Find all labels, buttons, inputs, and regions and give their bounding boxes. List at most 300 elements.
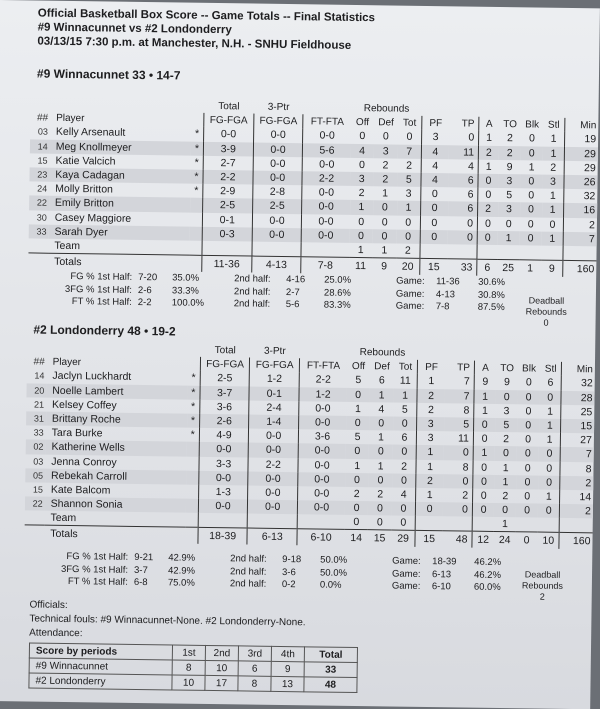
player-tp: 2-4	[249, 400, 299, 415]
player-pts	[447, 244, 477, 259]
player-min: 8	[560, 461, 593, 476]
player-stl: 1	[545, 490, 552, 503]
player-tp: 0-0	[248, 485, 298, 500]
player-tot: 0	[393, 416, 417, 431]
player-star	[190, 198, 203, 212]
player-off: 0	[345, 501, 368, 516]
player-ft: 0-0	[298, 486, 346, 501]
period-4-label: 4th	[271, 646, 304, 661]
col-def: Def	[374, 361, 390, 373]
player-tp: 2-8	[252, 185, 302, 200]
player-num: 33	[33, 427, 44, 438]
player-a: 0	[473, 474, 495, 488]
player-min: 28	[561, 390, 594, 405]
totals-pts: 33	[447, 259, 477, 276]
pct-m: 6-8	[133, 576, 148, 589]
player-tp: 0-0	[253, 170, 303, 185]
player-name: Team	[54, 239, 81, 253]
player-star: *	[194, 184, 199, 198]
deadball-value: 2	[539, 591, 545, 602]
pct-p: 100.0%	[171, 297, 205, 309]
player-ft	[301, 242, 349, 257]
player-name: Kelsey Coffey	[51, 398, 117, 412]
player-name: Shannon Sonia	[45, 497, 186, 513]
player-tp: 0-0	[252, 213, 302, 228]
player-num: 24	[37, 183, 48, 194]
periods-row	[29, 673, 357, 693]
player-min: 2	[560, 476, 593, 491]
pct-m: 7-20	[138, 271, 158, 284]
player-def: 1	[377, 459, 384, 472]
player-blk: 0	[516, 503, 538, 517]
player-to: 0	[495, 446, 517, 460]
player-off: 0	[349, 229, 372, 244]
player-off: 2	[358, 187, 365, 200]
pct-p3: 30.6%	[478, 276, 506, 289]
player-ft: 0-0	[298, 458, 346, 473]
player-min	[559, 518, 592, 533]
player-blk: 0	[528, 189, 535, 202]
player-star: *	[187, 385, 200, 399]
player-tot: 0	[393, 445, 417, 460]
player-off: 0	[346, 444, 369, 459]
player-ft: 2-2	[302, 171, 350, 186]
player-def: 1	[378, 431, 385, 444]
player-star: *	[187, 414, 200, 428]
player-min: 19	[565, 132, 599, 147]
col-to: TO	[500, 362, 515, 374]
player-num: 15	[32, 484, 43, 495]
period-1-label: 1st	[172, 645, 205, 660]
team2-title: #2 Londonderry 48 • 19-2	[33, 322, 176, 339]
player-stl: 0	[538, 475, 560, 489]
header-title: Official Basketball Box Score -- Game Totals -- Final Statistics	[37, 7, 376, 25]
player-def: 0	[372, 229, 396, 244]
player-min	[563, 246, 597, 261]
technical-fouls-line: Technical fouls: #9 Winnacunnet-None. #2 Londonderry-None.	[29, 613, 306, 629]
player-pf: 3	[417, 417, 445, 432]
player-pts	[443, 516, 473, 531]
player-pts: 0	[448, 216, 478, 231]
player-star: *	[191, 400, 196, 413]
player-star	[190, 226, 203, 240]
player-to: 9	[506, 160, 513, 174]
player-tot: 0	[392, 516, 416, 531]
player-tot: 6	[393, 431, 417, 446]
pct-m: 2-2	[137, 296, 152, 309]
player-name: Tara Burke	[51, 426, 103, 440]
col-min: Min	[562, 362, 595, 377]
player-num: 20	[26, 383, 46, 397]
player-ft: 5-6	[303, 143, 351, 158]
header-matchup: #9 Winnacunnet vs #2 Londonderry	[37, 21, 232, 37]
player-name: Katie Valcich	[55, 154, 116, 168]
player-a: 2	[478, 145, 498, 159]
player-num: 22	[29, 196, 49, 210]
totals-blk: 0	[516, 532, 538, 549]
pct-p3: 46.2%	[474, 556, 502, 569]
pct-m3: 4-13	[435, 288, 456, 300]
player-ft: 0-0	[303, 129, 351, 144]
player-blk	[519, 245, 541, 260]
player-pf: 2	[416, 474, 444, 489]
player-def: 0	[369, 445, 393, 460]
team1-box-table	[28, 96, 598, 277]
col-a: A	[482, 362, 489, 374]
player-off: 1	[350, 200, 373, 215]
totals-stl: 9	[541, 260, 563, 277]
player-fg: 0-0	[199, 442, 249, 457]
rebounds-label: Rebounds	[525, 306, 567, 317]
player-tp	[248, 514, 298, 529]
col-player: Player	[52, 356, 82, 368]
player-blk: 0	[519, 231, 541, 245]
player-pts: 0	[444, 446, 474, 461]
player-pts: 8	[444, 460, 474, 475]
col-player: Player	[56, 112, 85, 124]
player-name: Kaya Cadagan	[49, 168, 190, 184]
player-pts: 0	[448, 230, 478, 245]
pct-l2: 2nd half:	[233, 285, 271, 298]
player-fg: 2-9	[203, 184, 253, 199]
pct-l2: 2nd half:	[234, 273, 271, 285]
player-ft: 3-6	[298, 429, 346, 444]
player-stl: 1	[539, 419, 561, 433]
pct-p: 42.9%	[167, 564, 196, 577]
player-tot: 1	[397, 201, 421, 216]
player-def: 0	[369, 416, 393, 431]
player-to: 0	[505, 217, 512, 230]
player-star: *	[191, 141, 204, 155]
player-fg: 3-7	[200, 385, 250, 400]
totals-pf: 15	[420, 258, 448, 275]
pct-l3: Game:	[395, 300, 425, 312]
pct-p3: 46.2%	[473, 569, 502, 581]
player-num: 33	[29, 224, 49, 238]
player-blk: 0	[516, 475, 538, 489]
player-to: 3	[498, 202, 520, 216]
totals-tot: 20	[396, 258, 420, 275]
player-pts: 6	[448, 202, 478, 217]
player-to: 2	[499, 146, 521, 160]
periods-team: #9 Winnacunnet	[29, 658, 172, 675]
pct-p: 35.0%	[172, 272, 200, 284]
pct-m2: 2-7	[285, 286, 300, 298]
player-fg: 0-3	[202, 227, 252, 242]
player-stl: 2	[550, 161, 557, 174]
officials-line: Officials:	[29, 599, 68, 612]
player-blk: 0	[525, 433, 532, 446]
pct-label: 3FG % 1st Half:	[64, 283, 133, 296]
player-tp: 0-0	[253, 142, 303, 157]
player-stl: 0	[540, 390, 562, 404]
player-num: 14	[34, 370, 45, 382]
player-def: 3	[374, 144, 398, 159]
player-name: Casey Maggiore	[54, 211, 132, 225]
player-num: 30	[36, 212, 47, 223]
player-off: 2	[353, 487, 360, 501]
pct-m3: 7-8	[435, 301, 450, 313]
pct-label: FT % 1st Half:	[71, 296, 132, 308]
player-stl	[538, 518, 560, 533]
deadball-value: 0	[543, 317, 549, 328]
pct-m: 9-21	[134, 551, 154, 564]
player-star	[186, 442, 199, 456]
team1-title: #9 Winnacunnet 33 • 14-7	[36, 66, 181, 83]
player-pf: 2	[427, 403, 434, 416]
player-tp: 2-2	[248, 457, 298, 472]
player-def: 0	[368, 473, 392, 488]
player-num: 31	[26, 411, 46, 425]
player-tp: 0-0	[248, 471, 298, 486]
pct-label: 3FG % 1st Half:	[60, 563, 129, 576]
player-ft: 1-2	[299, 387, 347, 402]
totals-stl: 10	[538, 532, 560, 549]
pct-label: FG % 1st Half:	[70, 271, 133, 283]
player-stl: 1	[547, 405, 554, 418]
player-fg: 0-1	[202, 212, 252, 227]
player-ft: 0-0	[303, 157, 351, 172]
player-pts: 0	[443, 474, 473, 489]
team2-box-table	[24, 340, 595, 549]
player-to: 5	[495, 418, 517, 432]
player-min: 32	[561, 376, 594, 391]
player-name: Kelly Arsenault	[55, 126, 126, 140]
pct-l3: Game:	[392, 555, 421, 567]
player-ft: 0-0	[302, 214, 350, 229]
player-tp: 1-4	[249, 414, 299, 429]
pct-m: 2-6	[137, 284, 152, 296]
player-min: 14	[560, 490, 593, 505]
player-min: 32	[564, 189, 598, 204]
totals-pf: 15	[415, 531, 443, 548]
player-name: Katherine Wells	[45, 440, 186, 456]
document-header	[37, 7, 375, 54]
player-pts: 11	[449, 145, 479, 160]
player-def: 4	[378, 403, 385, 416]
player-star	[186, 485, 199, 499]
player-def: 2	[373, 172, 397, 187]
totals-min: 160	[559, 533, 592, 550]
player-star	[186, 470, 199, 484]
player-stl: 1	[550, 133, 557, 146]
col-ft: FT-FTA	[303, 114, 351, 129]
player-fg: 0-0	[204, 127, 254, 142]
player-ft: 0-0	[297, 500, 345, 515]
player-off: 0	[347, 387, 370, 402]
player-pts: 0	[443, 502, 473, 517]
pct-p3: 87.5%	[477, 301, 505, 314]
player-off: 1	[354, 402, 361, 415]
player-name: Emily Britton	[49, 196, 190, 212]
player-to: 9	[503, 376, 510, 389]
team2-shooting-pct	[50, 551, 514, 595]
pct-l3: Game:	[391, 580, 421, 592]
player-tot: 0	[397, 215, 421, 230]
player-num	[25, 511, 45, 526]
pct-m2: 5-6	[285, 299, 300, 311]
player-to: 1	[501, 518, 508, 531]
player-min: 2	[560, 504, 593, 519]
player-def: 0	[381, 215, 388, 229]
player-blk: 1	[528, 161, 535, 174]
player-num: 03	[37, 127, 49, 138]
period-total-score: 48	[304, 677, 357, 693]
period-2-label: 2nd	[205, 645, 238, 660]
player-blk: 0	[517, 447, 539, 461]
player-off: 0	[353, 516, 360, 529]
totals-blk: 1	[519, 260, 541, 277]
player-def: 1	[382, 187, 389, 200]
player-blk: 0	[520, 174, 542, 188]
player-pts: 8	[444, 403, 474, 418]
player-pf	[415, 516, 443, 531]
player-to: 1	[502, 461, 509, 474]
player-fg: 2-2	[203, 170, 253, 185]
player-to: 3	[498, 174, 520, 188]
player-ft: 0-0	[302, 185, 350, 200]
player-tot: 2	[392, 459, 416, 474]
player-ft: 0-0	[299, 415, 347, 430]
player-to: 2	[502, 490, 509, 503]
player-min: 29	[564, 146, 598, 161]
col-to: TO	[503, 118, 518, 131]
player-off: 0	[359, 130, 366, 143]
player-fg	[202, 241, 252, 256]
player-tp	[252, 241, 302, 256]
player-fg: 2-5	[203, 198, 253, 213]
pct-l3: Game:	[395, 288, 425, 300]
player-pts: 4	[449, 159, 479, 174]
player-ft: 2-2	[299, 373, 347, 388]
threeptr-group-label: 3-Ptr	[263, 345, 286, 357]
deadball-label: Deadball	[528, 295, 565, 306]
totals-def: 15	[368, 530, 392, 547]
pct-l3: Game:	[396, 275, 425, 287]
col-3p: FG-FGA	[253, 114, 303, 129]
pct-m: 3-7	[133, 564, 148, 576]
player-fg: 3-3	[199, 456, 249, 471]
player-a: 0	[485, 189, 492, 202]
player-min: 26	[564, 175, 598, 190]
player-fg: 2-7	[203, 156, 253, 171]
player-min: 7	[560, 447, 593, 462]
player-blk	[516, 518, 538, 533]
col-pf: PF	[429, 117, 443, 129]
total-group-label: Total	[218, 100, 240, 112]
player-off: 0	[358, 215, 365, 228]
pct-m3: 6-13	[431, 568, 452, 580]
col-pf: PF	[425, 361, 438, 373]
player-a: 0	[474, 418, 496, 432]
col-3p: FG-FGA	[250, 358, 300, 373]
player-pts: 2	[443, 488, 473, 503]
team1-shooting-pct	[54, 271, 518, 315]
player-tot: 0	[392, 473, 416, 488]
col-def: Def	[378, 117, 394, 129]
player-stl: 1	[541, 231, 563, 245]
player-star	[185, 513, 198, 528]
player-stl	[541, 245, 563, 260]
totals-fg: 18-39	[198, 528, 248, 545]
player-blk: 0	[525, 376, 532, 389]
period-total-score: 33	[304, 662, 357, 678]
totals-label: Totals	[44, 526, 185, 544]
player-pf: 4	[432, 159, 439, 172]
player-a: 0	[480, 489, 487, 502]
player-tp: 1-2	[250, 372, 300, 387]
player-def: 1	[381, 244, 388, 257]
player-tot: 0	[398, 130, 422, 145]
player-blk: 0	[520, 203, 542, 217]
player-pf: 0	[431, 216, 438, 229]
player-tot: 11	[394, 374, 418, 389]
totals-tot: 29	[391, 530, 415, 547]
totals-to: 24	[494, 532, 516, 549]
col-tp: TP	[445, 360, 475, 375]
player-stl: 6	[547, 377, 554, 390]
player-pts: 6	[448, 187, 478, 202]
col-off: Off	[355, 116, 370, 128]
pct-p2: 28.6%	[323, 287, 351, 299]
player-pts: 0	[449, 131, 479, 146]
player-star: *	[191, 372, 196, 385]
player-tp: 2-5	[252, 199, 302, 214]
player-num: 14	[30, 139, 50, 153]
col-ft: FT-FTA	[299, 358, 347, 373]
player-to: 2	[506, 132, 513, 145]
player-min: 29	[564, 161, 598, 176]
player-a: 1	[486, 132, 493, 145]
player-name: Rebekah Carroll	[45, 468, 186, 484]
total-group-label: Total	[214, 344, 236, 356]
pct-p2: 0.0%	[319, 579, 342, 591]
col-stl: Stl	[547, 119, 560, 131]
period-3-score: 8	[238, 676, 271, 691]
team1-deadball	[525, 295, 567, 329]
player-fg: 2-5	[200, 371, 250, 386]
team2-deadball	[522, 569, 564, 603]
header-date-venue: 03/13/15 7:30 p.m. at Manchester, N.H. - SNHU Fieldhouse	[37, 35, 352, 52]
player-to	[497, 245, 519, 260]
totals-label: Totals	[48, 253, 189, 271]
col-blk: Blk	[522, 363, 537, 375]
pct-m2: 4-16	[286, 274, 306, 286]
player-def: 6	[378, 374, 385, 387]
player-def: 2	[377, 488, 384, 501]
player-tp: 0-0	[249, 429, 299, 444]
pct-p2: 83.3%	[323, 299, 351, 311]
player-tot: 4	[392, 487, 416, 502]
pct-p: 75.0%	[167, 577, 195, 589]
totals-to: 25	[497, 260, 519, 277]
player-tot: 2	[396, 243, 420, 258]
player-pts: 11	[444, 431, 474, 446]
player-to: 0	[496, 390, 518, 404]
player-a: 1	[485, 160, 492, 173]
player-num: 21	[33, 399, 45, 410]
player-off: 4	[350, 143, 373, 158]
col-fg: FG-FGA	[204, 113, 254, 128]
player-min: 27	[561, 433, 594, 448]
pct-m2: 0-2	[281, 578, 296, 591]
player-blk: 0	[525, 405, 532, 418]
totals-ft: 6-10	[297, 529, 345, 546]
period-total-label: Total	[304, 647, 357, 663]
player-fg: 4-9	[199, 428, 249, 443]
player-pf: 0	[420, 201, 448, 216]
player-off: 5	[354, 431, 361, 444]
